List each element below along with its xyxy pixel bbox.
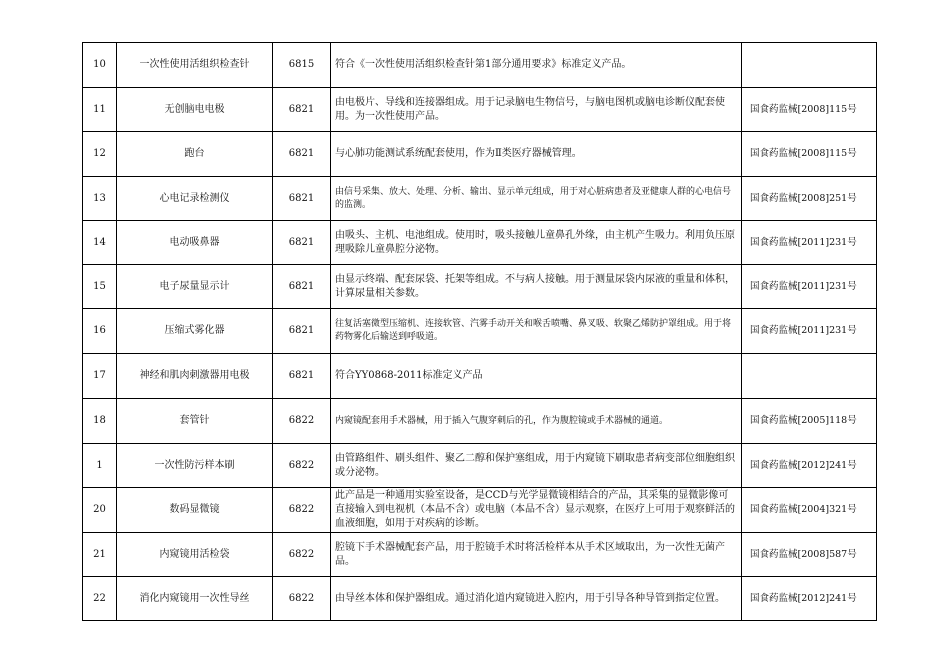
table-body	[83, 43, 877, 621]
category-code-cell: 6822	[273, 399, 331, 444]
row-index-cell: 18	[83, 399, 117, 444]
document-number-cell: 国食药监械[2004]321号	[742, 488, 877, 533]
table-row	[83, 265, 877, 309]
document-number-cell: 国食药监械[2012]241号	[742, 444, 877, 488]
description-cell: 内窥镜配套用手术器械，用于插入气腹穿刺后的孔，作为腹腔镜或手术器械的通道。	[331, 399, 742, 444]
description-cell: 由显示终端、配套尿袋、托架等组成。不与病人接触。用于测量尿袋内尿液的重量和体积，计算尿量相关参数。	[331, 265, 742, 309]
category-code-cell: 6821	[273, 177, 331, 221]
description-cell: 由电极片、导线和连接器组成。用于记录脑电生物信号，与脑电图机或脑电诊断仪配套使用。为一次性使用产品。	[331, 88, 742, 132]
row-index-cell: 15	[83, 265, 117, 309]
document-number-cell: 国食药监械[2008]251号	[742, 177, 877, 221]
device-name-cell: 跑台	[117, 132, 273, 177]
row-index-cell: 17	[83, 354, 117, 399]
category-code-cell: 6815	[273, 43, 331, 88]
device-name-cell: 一次性使用活组织检查针	[117, 43, 273, 88]
category-code-cell: 6822	[273, 577, 331, 621]
device-name-cell: 压缩式雾化器	[117, 309, 273, 354]
category-code-cell: 6822	[273, 533, 331, 577]
row-index-cell: 10	[83, 43, 117, 88]
description-cell: 由吸头、主机、电池组成。使用时，吸头接触儿童鼻孔外缘，由主机产生吸力。利用负压原理吸除儿童鼻腔分泌物。	[331, 221, 742, 265]
table-row	[83, 444, 877, 488]
description-cell: 符合YY0868-2011标准定义产品	[331, 354, 742, 399]
device-name-cell: 无创脑电电极	[117, 88, 273, 132]
device-name-cell: 心电记录检测仪	[117, 177, 273, 221]
description-cell: 符合《一次性使用活组织检查针第1部分通用要求》标准定义产品。	[331, 43, 742, 88]
row-index-cell: 14	[83, 221, 117, 265]
table-row	[83, 488, 877, 533]
document-number-cell: 国食药监械[2008]115号	[742, 88, 877, 132]
description-cell: 腔镜下手术器械配套产品，用于腔镜手术时将活检样本从手术区域取出，为一次性无菌产品。	[331, 533, 742, 577]
category-code-cell: 6821	[273, 132, 331, 177]
row-index-cell: 21	[83, 533, 117, 577]
device-name-cell: 数码显微镜	[117, 488, 273, 533]
device-name-cell: 套管针	[117, 399, 273, 444]
description-cell: 由信号采集、放大、处理、分析、输出、显示单元组成，用于对心脏病患者及亚健康人群的心电信号的监测。	[331, 177, 742, 221]
row-index-cell: 20	[83, 488, 117, 533]
category-code-cell: 6821	[273, 265, 331, 309]
row-index-cell: 16	[83, 309, 117, 354]
device-name-cell: 神经和肌肉刺激器用电极	[117, 354, 273, 399]
document-number-cell: 国食药监械[2008]587号	[742, 533, 877, 577]
table-row	[83, 399, 877, 444]
device-name-cell: 电子尿量显示计	[117, 265, 273, 309]
table-row	[83, 177, 877, 221]
row-index-cell: 11	[83, 88, 117, 132]
row-index-cell: 13	[83, 177, 117, 221]
device-name-cell: 电动吸鼻器	[117, 221, 273, 265]
document-number-cell: 国食药监械[2011]231号	[742, 265, 877, 309]
description-cell: 由导丝本体和保护器组成。通过消化道内窥镜进入腔内，用于引导各种导管到指定位置。	[331, 577, 742, 621]
description-cell: 由管路组件、刷头组件、聚乙二醇和保护塞组成，用于内窥镜下刷取患者病变部位细胞组织或分泌物。	[331, 444, 742, 488]
description-cell: 此产品是一种通用实验室设备，是CCD与光学显微镜相结合的产品，其采集的显微影像可直接输入到电视机（本品不含）或电脑（本品不含）显示观察，在医疗上可用于观察鲜活的血液细胞，如用于对疾病的诊断。	[331, 488, 742, 533]
document-number-cell	[742, 43, 877, 88]
document-number-cell: 国食药监械[2012]241号	[742, 577, 877, 621]
document-number-cell: 国食药监械[2011]231号	[742, 309, 877, 354]
row-index-cell: 1	[83, 444, 117, 488]
category-code-cell: 6822	[273, 444, 331, 488]
table-row	[83, 221, 877, 265]
device-catalog-table	[82, 42, 877, 621]
device-name-cell: 内窥镜用活检袋	[117, 533, 273, 577]
device-name-cell: 一次性防污样本刷	[117, 444, 273, 488]
description-cell: 与心肺功能测试系统配套使用，作为Ⅱ类医疗器械管理。	[331, 132, 742, 177]
table-row	[83, 43, 877, 88]
category-code-cell: 6821	[273, 88, 331, 132]
category-code-cell: 6821	[273, 354, 331, 399]
table-row	[83, 88, 877, 132]
table-row	[83, 354, 877, 399]
document-number-cell	[742, 354, 877, 399]
table-row	[83, 533, 877, 577]
document-number-cell: 国食药监械[2008]115号	[742, 132, 877, 177]
category-code-cell: 6821	[273, 309, 331, 354]
device-name-cell: 消化内窥镜用一次性导丝	[117, 577, 273, 621]
row-index-cell: 22	[83, 577, 117, 621]
category-code-cell: 6821	[273, 221, 331, 265]
table-row	[83, 577, 877, 621]
table-row	[83, 309, 877, 354]
category-code-cell: 6822	[273, 488, 331, 533]
document-number-cell: 国食药监械[2011]231号	[742, 221, 877, 265]
row-index-cell: 12	[83, 132, 117, 177]
document-number-cell: 国食药监械[2005]118号	[742, 399, 877, 444]
table-row	[83, 132, 877, 177]
description-cell: 往复活塞微型压缩机、连接软管、汽雾手动开关和喉舌喷嘴、鼻叉吸、软聚乙烯防护罩组成。用于将药物雾化后输送到呼吸道。	[331, 309, 742, 354]
